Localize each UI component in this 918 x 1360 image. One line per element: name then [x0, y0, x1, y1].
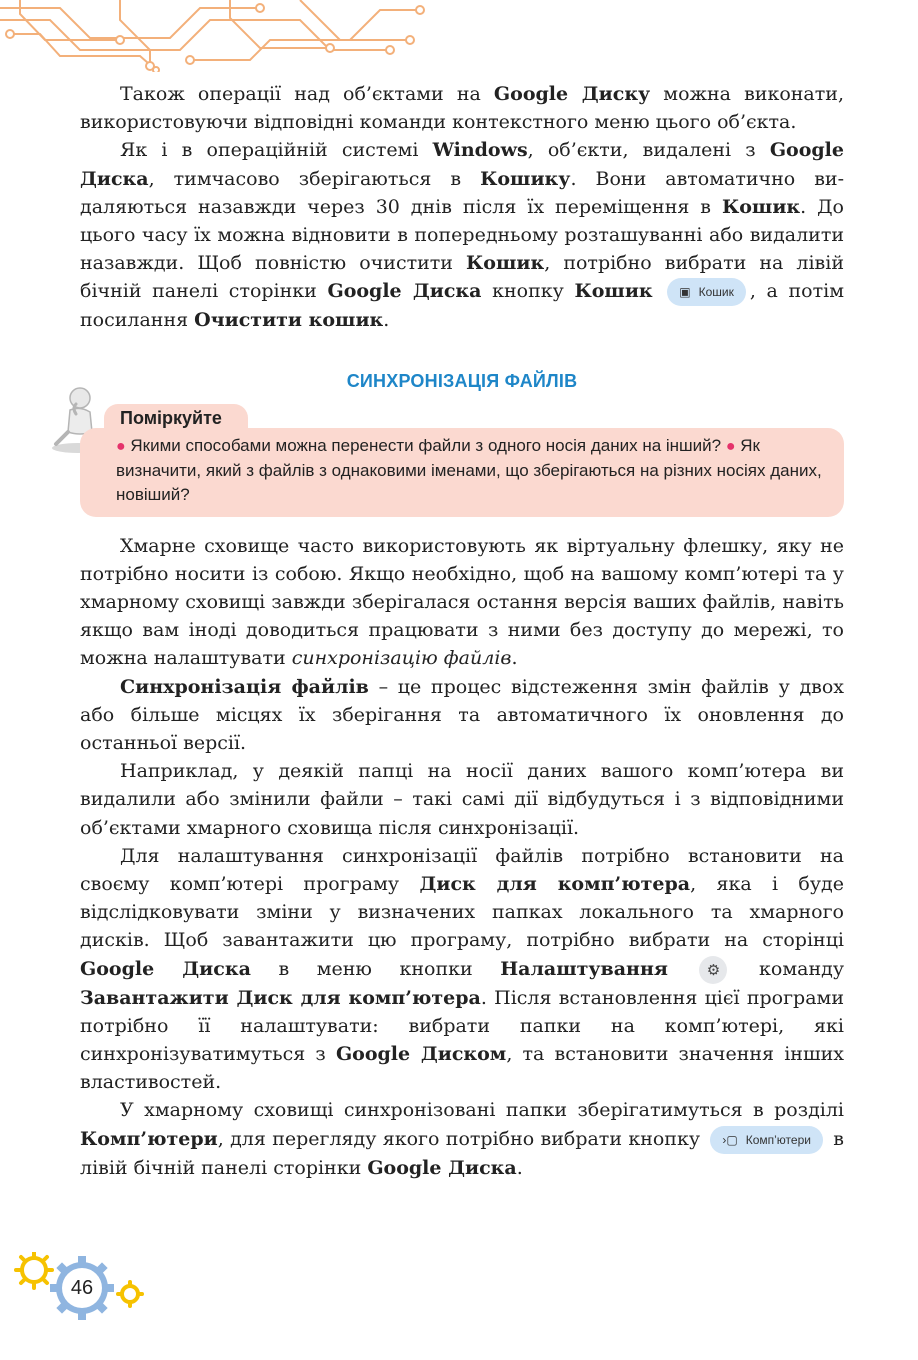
computers-button[interactable]: ›▢ Комп’ютери: [710, 1126, 823, 1154]
section-title: СИНХРОНІЗАЦІЯ ФАЙЛІВ: [346, 370, 578, 391]
circuit-decoration: [0, 0, 430, 72]
page-content: [80, 80, 844, 1182]
paragraph-cloud-flash: Хмарне сховище часто використовують як віртуальну флешку, яку не потрібно носити із собою. Якщо необхідно, щоб на вашому комп’ютері та у хмарному сховищі завжди зберігалася остання версія ваших файлів, навіть якщо вам іноді доводиться працювати з ними без доступу до мережі, то можна налаштувати синхронізацію файлів.: [80, 534, 844, 670]
paragraph-sync-setup: Для налаштування синхронізації файлів потрібно встановити на своєму комп’ютері програму Диск для комп’ютера, яка і буде відслідковувати зміни у визначених папках локального та хмарного дисків. Щоб завантажити цю програму, потрібно вибрати на сторінці Google Диска в меню кнопки Налаштування ⚙ команду Завантажити Диск для комп’ютера. Після встановлення цієї програми потрібно її налаштувати: вибрати папки на комп’ютері, які синхронізуватимуться з Google Диском, та встановити значення інших властивостей.: [80, 844, 845, 1094]
think-callout: [80, 398, 844, 520]
trash-icon: ▣: [679, 285, 691, 300]
computer-icon: ›▢: [722, 1132, 738, 1147]
paragraph-computers-section: У хмарному сховищі синхронізовані папки зберігатимуться в розділі Комп’ютери, для перегляду якого потрібно вибрати кнопку ›▢ Комп’ютери в лівій бічній панелі сторінки Google Диска.: [80, 1099, 844, 1179]
think-header: Поміркуйте: [104, 404, 248, 432]
trash-button[interactable]: ▣ Кошик: [667, 278, 746, 306]
paragraph-google-drive-context-menu: Також операції над об’єктами на Google Диску можна виконати, використовуючи відповідні команди контекстного меню цього об’єкта.: [80, 83, 844, 134]
bullet-icon: ●: [725, 437, 736, 455]
page-number-badge: [10, 1252, 150, 1322]
bullet-icon: ●: [116, 437, 126, 455]
paragraph-trash: Як і в операційній системі Windows, об’єкти, видалені з Google Диска, тимчасово зберігаються в Кошику. Вони автоматично видаляються назавжди через 30 днів після їх переміщення в Кошик. До цього часу їх можна відновити в попередньому розташуванні або видалити назавжди. Щоб повністю очистити Кошик, потрібно вибрати на лівій бічній панелі сторінки Google Диска кнопку Кошик ▣ Кошик , а потім посилання Очистити кошик.: [80, 139, 845, 332]
paragraph-sync-example: Наприклад, у деякій папці на носії даних вашого комп’ютера ви видалили або змінили файли – такі самі дії відбудуться і з відповідними об’єктами хмарного сховища після синхронізації.: [80, 760, 844, 839]
gear-icon[interactable]: ⚙: [699, 956, 727, 984]
think-questions: ● Якими способами можна перенести файли з одного носія даних на інший? ● Як визначити, який з файлів з однаковими іменами, що зберігаються на різних носіях даних, новіший?: [80, 428, 844, 517]
paragraph-sync-definition: Синхронізація файлів – це процес відстеження змін файлів у двох або більше місцях їх зберігання та автоматичного їх оновлення до останньої версії.: [80, 675, 844, 755]
page-number: 46: [70, 1276, 94, 1299]
